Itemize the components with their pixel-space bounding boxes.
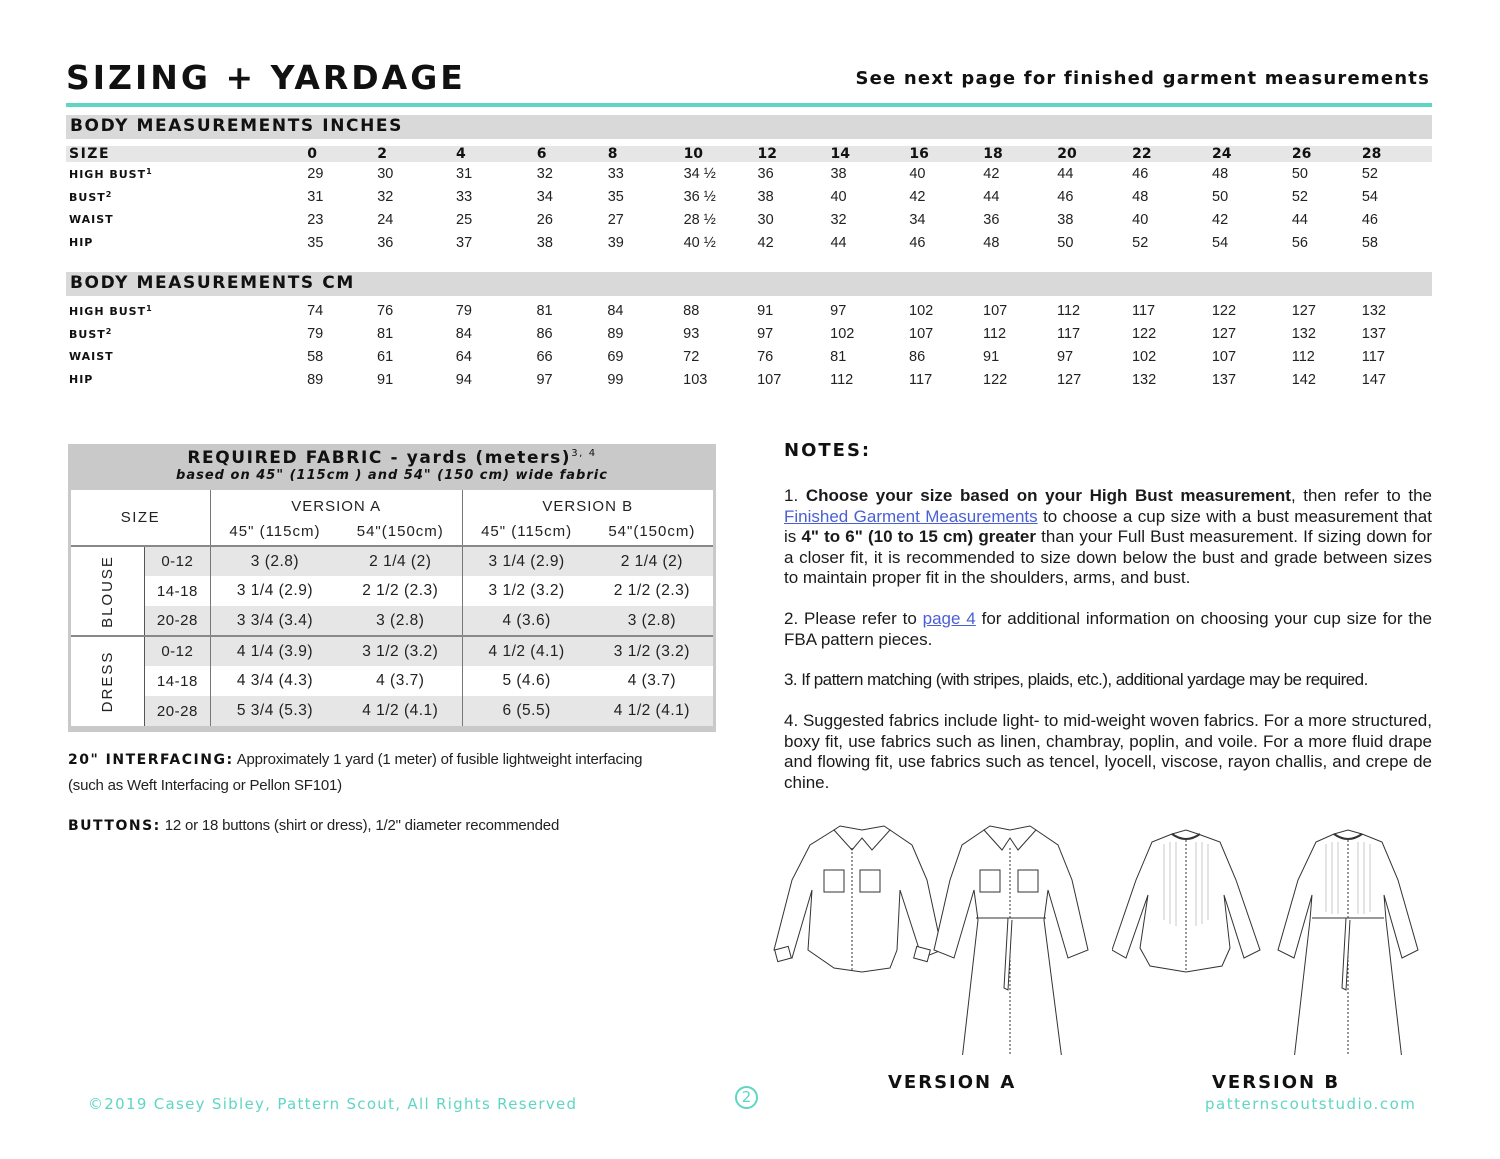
measurement-cell: 38 [1057,211,1074,228]
measurement-cell: 26 [536,211,553,228]
measurement-cell: 32 [830,211,847,228]
dress-a-drawing [934,826,1088,1055]
measurement-cell: 127 [1291,302,1316,319]
measurement-cell: 54 [1212,234,1229,251]
measurement-label: HIP [69,236,94,249]
measurement-cell: 97 [536,371,553,388]
fabric-title: REQUIRED FABRIC - yards (meters)$^{3, 4}$ [187,448,597,468]
garment-group-label: BLOUSE [71,546,144,636]
measurement-cell: 122 [1211,302,1237,319]
measurement-row [66,208,1432,231]
buttons-label: BUTTONS: [68,818,161,834]
measurement-cell: 142 [1291,371,1316,388]
measurement-cell: 44 [983,188,1000,205]
measurement-cell: 40 ½ [683,234,716,251]
fabric-yardage-cell: 3 1/4 (2.9) [462,546,591,576]
measurement-row [66,185,1432,208]
measurement-cell: 76 [377,302,394,319]
fabric-row [71,696,713,726]
measurement-cell: 79 [455,302,472,319]
measurement-cell: 32 [377,188,394,205]
size-header-cell: 16 [909,146,983,162]
measurement-cell: 44 [1057,165,1074,182]
measurement-cell: 46 [1132,165,1149,182]
size-header-cell: 4 [456,146,537,162]
measurement-cell: 52 [1361,165,1378,182]
measurement-cell: 132 [1131,371,1157,388]
measurement-cell: 35 [307,234,324,251]
measurement-row [66,345,1432,368]
measurement-cell: 33 [456,188,473,205]
footer-url[interactable]: patternscoutstudio.com [1205,1095,1417,1113]
notes-title: NOTES: [784,440,872,461]
interfacing-line-2: (such as Weft Interfacing or Pellon SF101) [68,777,342,794]
measurement-cell: 107 [909,325,934,342]
measurement-cell: 38 [536,234,553,251]
size-header-row [66,146,1432,162]
measurement-cell: 58 [307,348,324,365]
size-header-label: SIZE [66,146,307,162]
fabric-yardage-cell: 3 1/2 (3.2) [339,636,462,666]
measurement-cell: 91 [757,302,774,319]
fabric-size-cell: 0-12 [144,546,210,576]
measurement-cell: 37 [456,234,473,251]
measurement-cell: 112 [983,325,1007,342]
measurement-cell: 94 [455,371,472,388]
version-b-label: VERSION B [1212,1072,1341,1093]
measurement-cell: 54 [1361,188,1378,205]
measurement-cell: 38 [757,188,774,205]
fabric-yardage-cell: 5 (4.6) [462,666,591,696]
header-divider [66,103,1432,107]
fabric-header [71,446,713,490]
fabric-yardage-cell: 3 (2.8) [591,606,713,636]
size-header-cell: 20 [1057,146,1132,162]
measurement-cell: 32 [536,165,553,182]
measurement-label: WAIST [69,350,114,363]
measurement-cell: 74 [307,302,324,319]
note-3: 3. If pattern matching (with stripes, plaids, etc.), additional yardage may be required. [784,670,1368,689]
fabric-yardage-cell: 3 (2.8) [210,546,339,576]
measurement-row [66,299,1432,322]
measurement-cell: 147 [1361,371,1386,388]
width-45-header: 45" (115cm) [462,518,591,546]
measurement-cell: 88 [683,302,700,319]
interfacing-label: 20" INTERFACING: [68,752,234,768]
measurement-label: HIGH BUST$^1$ [69,166,153,181]
size-header-cell: 0 [307,146,377,162]
measurement-cell: 46 [1361,211,1378,228]
blouse-b-drawing [1112,830,1260,972]
measurement-cell: 107 [1211,348,1237,365]
size-header-cell: 2 [377,146,456,162]
measurement-cell: 132 [1361,302,1386,319]
version-a-header: VERSION A [210,490,462,518]
measurement-cell: 122 [1131,325,1157,342]
measurement-cell: 137 [1361,325,1386,342]
fabric-size-cell: 20-28 [144,696,210,726]
fabric-yardage-cell: 4 1/4 (3.9) [210,636,339,666]
measurement-cell: 137 [1211,371,1237,388]
measurement-cell: 84 [455,325,472,342]
note-1-emphasis: Choose your size based on your High Bust measurement [805,486,1291,505]
measurement-cell: 48 [1212,165,1229,182]
measurement-cell: 107 [757,371,782,388]
measurement-cell: 81 [536,302,553,319]
measurement-cell: 103 [683,371,708,388]
measurement-cell: 25 [456,211,473,228]
measurement-cell: 38 [830,165,847,182]
footnote-marker: 2 [105,326,113,336]
measurement-cell: 107 [983,302,1008,319]
measurement-cell: 48 [983,234,1000,251]
version-b-header: VERSION B [462,490,713,518]
measurement-cell: 112 [830,371,854,388]
size-header-cell: 8 [608,146,684,162]
footnote-marker: 1 [146,303,153,313]
measurement-cell: 50 [1212,188,1229,205]
measurement-cell: 52 [1132,234,1149,251]
measurement-cell: 81 [830,348,847,365]
section-bar-cm [66,272,1432,296]
size-header-cell: 22 [1132,146,1212,162]
measurement-row [66,368,1432,391]
measurement-cell: 34 [909,211,926,228]
measurement-cell: 127 [1211,325,1237,342]
fabric-yardage-cell: 2 1/4 (2) [339,546,462,576]
required-fabric-panel [68,444,716,732]
measurement-cell: 97 [830,302,847,319]
measurement-cell: 102 [830,325,855,342]
measurement-cell: 48 [1132,188,1149,205]
shirt-a-drawing [774,826,942,972]
interfacing-line [68,751,642,768]
fabric-size-cell: 0-12 [144,636,210,666]
measurement-cell: 28 ½ [683,211,716,228]
fabric-yardage-cell: 4 (3.7) [376,672,425,689]
measurement-cell: 36 [983,211,1000,228]
measurement-cell: 44 [830,234,847,251]
measurement-cell: 30 [377,165,394,182]
fabric-yardage-cell: 5 3/4 (5.3) [210,696,339,726]
measurement-cell: 66 [536,348,553,365]
measurement-cell: 127 [1056,371,1082,388]
measurement-label: BUST$^2$ [69,326,113,341]
fabric-subtitle: based on 45" (115cm ) and 54" (150 cm) wide fabric [176,468,608,483]
size-header-cell: 6 [537,146,608,162]
measurement-cell: 34 ½ [683,165,716,182]
fabric-yardage-cell: 3 (2.8) [339,606,462,636]
fabric-yardage-cell: 4 3/4 (4.3) [236,672,314,689]
measurement-label: HIGH BUST$^1$ [69,303,153,318]
fabric-row [71,636,713,666]
fabric-yardage-cell: 3 1/4 (2.9) [236,582,314,599]
page-title: SIZING + YARDAGE [66,58,466,97]
page-number: 2 [735,1086,758,1109]
section-title-inches: BODY MEASUREMENTS INCHES [70,116,403,136]
measurement-cell: 112 [1056,302,1081,319]
measurement-cell: 44 [1291,211,1308,228]
width-54-header: 54"(150cm) [591,518,713,546]
measurement-cell: 42 [909,188,926,205]
note-1: 1. Choose your size based on your High Bust measurement, then refer to the Finished Garment Measurements to choose a cup size with a bust measurement that is 4" to 6" (10 to 15 cm) greater than your Full Bust measurement. If sizing down for a closer fit, it is recommended to size down below the bust and grade between sizes to maintain proper fit in the shoulders, arms, and bust. [784,486,1433,587]
measurement-cell: 42 [983,165,1000,182]
measurement-cell: 34 [536,188,553,205]
fabric-size-header: SIZE [71,490,210,546]
fabric-yardage-cell: 3 1/2 (3.2) [462,576,591,606]
measurement-cell: 29 [307,165,324,182]
fabric-yardage-cell: 3 3/4 (3.4) [210,606,339,636]
garment-group-label: DRESS [71,636,144,726]
fabric-yardage-cell: 4 1/2 (4.1) [339,696,462,726]
measurement-cell: 79 [307,325,324,342]
finished-garment-measurements-link[interactable]: Finished Garment Measurements [784,506,1038,526]
fabric-header-row-1 [71,490,713,518]
version-a-illustration [772,820,1112,1055]
cm-table [66,299,1432,391]
fabric-yardage-cell: 6 (5.5) [462,696,591,726]
measurement-cell: 86 [536,325,553,342]
interfacing-text: Approximately 1 yard (1 meter) of fusible lightweight interfacing [236,751,643,768]
measurement-cell: 117 [909,371,933,388]
measurement-cell: 50 [1291,165,1308,182]
measurement-cell: 42 [757,234,774,251]
fabric-size-cell: 20-28 [144,606,210,636]
page-4-link[interactable]: page 4 [922,609,976,628]
measurement-cell: 50 [1057,234,1074,251]
dress-b-drawing [1278,830,1418,1055]
page-subtitle: See next page for finished garment measurements [855,68,1430,89]
size-header-cell: 28 [1362,146,1432,162]
measurement-cell: 91 [983,348,1000,365]
measurement-cell: 24 [377,211,394,228]
fabric-size-cell: 14-18 [144,666,210,696]
footnote-marker: 2 [105,189,113,199]
measurement-cell: 89 [607,325,624,342]
fabric-title-footnote: 3, 4 [571,448,597,459]
measurement-cell: 112 [1291,348,1315,365]
measurement-cell: 89 [307,371,324,388]
measurement-cell: 102 [1131,348,1157,365]
width-54-header: 54"(150cm) [339,518,462,546]
fabric-row [71,666,713,696]
fabric-yardage-cell: 4 1/2 (4.1) [591,696,713,726]
measurement-cell: 99 [607,371,624,388]
measurement-cell: 84 [607,302,624,319]
version-a-label: VERSION A [888,1072,1017,1093]
fabric-yardage-cell: 4 (3.7) [627,672,676,689]
measurement-cell: 76 [757,348,774,365]
fabric-yardage-cell: 4 1/2 (4.1) [462,636,591,666]
measurement-cell: 93 [683,325,700,342]
measurement-cell: 81 [377,325,394,342]
size-header-cell: 18 [983,146,1057,162]
version-b-illustration [1112,820,1452,1055]
measurement-cell: 117 [1131,302,1156,319]
measurement-cell: 117 [1361,348,1385,365]
measurement-cell: 102 [909,302,934,319]
fabric-yardage-cell: 2 1/2 (2.3) [613,582,690,599]
fabric-yardage-cell: 2 1/4 (2) [591,546,713,576]
measurement-cell: 97 [757,325,774,342]
measurement-label: HIP [69,373,94,386]
size-header-cell: 12 [758,146,831,162]
measurement-cell: 132 [1291,325,1316,342]
measurement-cell: 56 [1291,234,1308,251]
measurement-cell: 36 ½ [683,188,716,205]
measurement-cell: 23 [307,211,324,228]
measurement-row [66,231,1432,254]
size-header-cell: 10 [684,146,758,162]
buttons-line [68,817,559,834]
fabric-size-cell: 14-18 [144,576,210,606]
measurement-cell: 36 [377,234,394,251]
measurement-cell: 35 [607,188,624,205]
measurement-row [66,162,1432,185]
measurement-cell: 64 [455,348,472,365]
measurement-cell: 122 [983,371,1008,388]
note-4: 4. Suggested fabrics include light- to mid-weight woven fabrics. For a more structured, boxy fit, use fabrics such as linen, chambray, poplin, and voile. For a more fluid drape and flowing fit, use fabrics such as tencel, lyocell, viscose, rayon challis, and crepe de chine. [784,711,1432,792]
measurement-cell: 40 [1132,211,1149,228]
inches-table [66,146,1432,254]
fabric-row [71,606,713,636]
measurement-cell: 86 [909,348,926,365]
measurement-cell: 72 [683,348,700,365]
measurement-cell: 31 [456,165,473,182]
section-title-cm: BODY MEASUREMENTS CM [70,273,355,293]
section-bar-inches [66,115,1432,139]
measurement-label: WAIST [69,213,114,226]
fabric-yardage-cell: 3 1/2 (3.2) [591,636,713,666]
fabric-yardage-cell: 4 (3.6) [462,606,591,636]
measurement-cell: 117 [1056,325,1081,342]
measurement-cell: 42 [1212,211,1229,228]
measurement-cell: 69 [607,348,624,365]
measurement-cell: 58 [1361,234,1378,251]
measurement-cell: 30 [757,211,774,228]
width-45-header: 45" (115cm) [210,518,339,546]
size-header-cell: 14 [830,146,909,162]
footnote-marker: 1 [146,166,153,176]
measurement-cell: 40 [909,165,926,182]
fabric-yardage-cell: 2 1/2 (2.3) [362,582,439,599]
size-header-cell: 26 [1292,146,1362,162]
measurement-cell: 31 [307,188,324,205]
measurement-cell: 97 [1056,348,1074,365]
measurement-cell: 40 [830,188,847,205]
measurement-cell: 33 [607,165,624,182]
measurement-cell: 39 [607,234,624,251]
note-1-emphasis-2: 4" to 6" (10 to 15 cm) greater [801,527,1036,546]
measurement-cell: 91 [377,371,394,388]
measurement-cell: 61 [377,348,394,365]
buttons-text: 12 or 18 buttons (shirt or dress), 1/2" diameter recommended [164,817,560,834]
measurement-cell: 52 [1291,188,1308,205]
fabric-row [71,546,713,576]
measurement-label: BUST$^2$ [69,189,113,204]
measurement-cell: 36 [757,165,774,182]
footer-copyright: ©2019 Casey Sibley, Pattern Scout, All Rights Reserved [88,1095,578,1113]
note-2: 2. Please refer to page 4 for additional information on choosing your cup size for the FBA pattern pieces. [784,609,1432,649]
size-header-cell: 24 [1212,146,1292,162]
measurement-cell: 27 [607,211,624,228]
fabric-table [71,490,713,726]
measurement-row [66,322,1432,345]
measurement-cell: 46 [909,234,926,251]
fabric-row [71,576,713,606]
measurement-cell: 46 [1057,188,1074,205]
